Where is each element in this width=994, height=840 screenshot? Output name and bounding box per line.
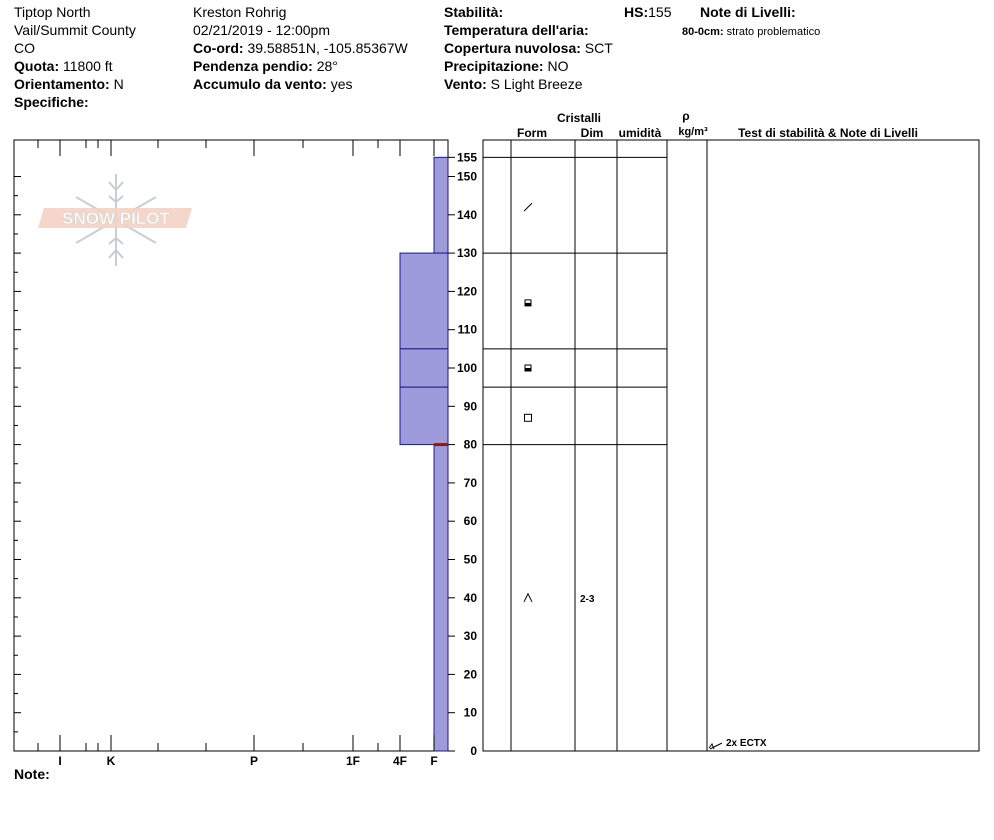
height-label: 130 <box>456 246 477 261</box>
stability: Stabilità: <box>444 4 504 20</box>
height-label: 40 <box>463 590 477 605</box>
height-label: 50 <box>463 552 477 567</box>
header-dim: Dim <box>580 126 604 140</box>
location-line-1: Tiptop North <box>14 4 91 20</box>
height-label: 70 <box>463 475 477 490</box>
stability-test-label: 2x ECTX <box>726 738 767 749</box>
height-label: 140 <box>456 207 477 222</box>
location-line-3: CO <box>14 40 35 56</box>
rounded-faceted-fill-icon <box>525 303 531 306</box>
hardness-label: K <box>106 754 116 768</box>
height-label: 100 <box>456 361 477 375</box>
coordinates: Co-ord: 39.58851N, -105.85367W <box>193 40 408 56</box>
decomposing-crystal-icon <box>524 203 532 211</box>
hardness-label: F <box>430 754 438 768</box>
table-frame <box>483 140 979 751</box>
hardness-layer <box>400 387 448 444</box>
height-label: 10 <box>463 705 477 720</box>
wind-loading: Accumulo da vento: yes <box>193 76 353 92</box>
hardness-layer <box>400 253 448 349</box>
crystal-size-label: 2-3 <box>580 593 595 605</box>
specifics: Specifiche: <box>14 94 89 110</box>
layer-notes-title: Note di Livelli: <box>700 4 796 20</box>
height-label: 110 <box>457 322 477 337</box>
hardness-layer <box>434 157 448 253</box>
rounded-faceted-fill-icon <box>525 368 531 371</box>
snow-height: HS:155 <box>624 4 672 20</box>
height-label: 80 <box>463 437 477 452</box>
header-tests: Test di stabilità & Note di Livelli <box>738 126 918 140</box>
header-crystals: Cristalli <box>556 111 602 125</box>
header-density-unit: kg/m³ <box>678 126 708 138</box>
height-label: 150 <box>456 169 477 184</box>
hardness-layer <box>434 445 448 751</box>
aspect: Orientamento: N <box>14 76 124 92</box>
header-rho: ρ <box>682 109 690 123</box>
sky-cover: Copertura nuvolosa: SCT <box>444 40 613 56</box>
height-label: 155 <box>456 150 477 165</box>
note-label: Note: <box>14 766 50 782</box>
precipitation: Precipitazione: NO <box>444 58 569 74</box>
header-moisture: umidità <box>618 126 662 140</box>
hardness-label: 1F <box>345 754 361 768</box>
hardness-label: P <box>249 754 259 768</box>
depth-hoar-icon <box>524 594 532 602</box>
hardness-label: 4F <box>392 754 408 768</box>
elevation: Quota: 11800 ft <box>14 58 113 74</box>
height-label: 60 <box>463 514 477 529</box>
header-form: Form <box>517 126 547 140</box>
wind: Vento: S Light Breeze <box>444 76 583 92</box>
faceted-crystal-icon <box>525 414 532 421</box>
air-temperature: Temperatura dell'aria: <box>444 22 589 38</box>
layer-notes-entry: 80-0cm: strato problematico <box>682 26 821 38</box>
height-label: 0 <box>470 744 477 758</box>
hardness-frame <box>14 140 448 751</box>
height-label: 20 <box>463 667 477 682</box>
hardness-layer <box>400 349 448 387</box>
height-label: 30 <box>463 629 477 644</box>
hardness-label: I <box>58 754 62 768</box>
height-label: 90 <box>463 399 477 414</box>
height-label: 120 <box>456 284 477 299</box>
slope: Pendenza pendio: 28° <box>193 58 338 74</box>
datetime: 02/21/2019 - 12:00pm <box>193 22 330 38</box>
location-line-2: Vail/Summit County <box>14 22 136 38</box>
observer: Kreston Rohrig <box>193 4 287 20</box>
logo-text: SNOW PILOT <box>62 209 170 228</box>
